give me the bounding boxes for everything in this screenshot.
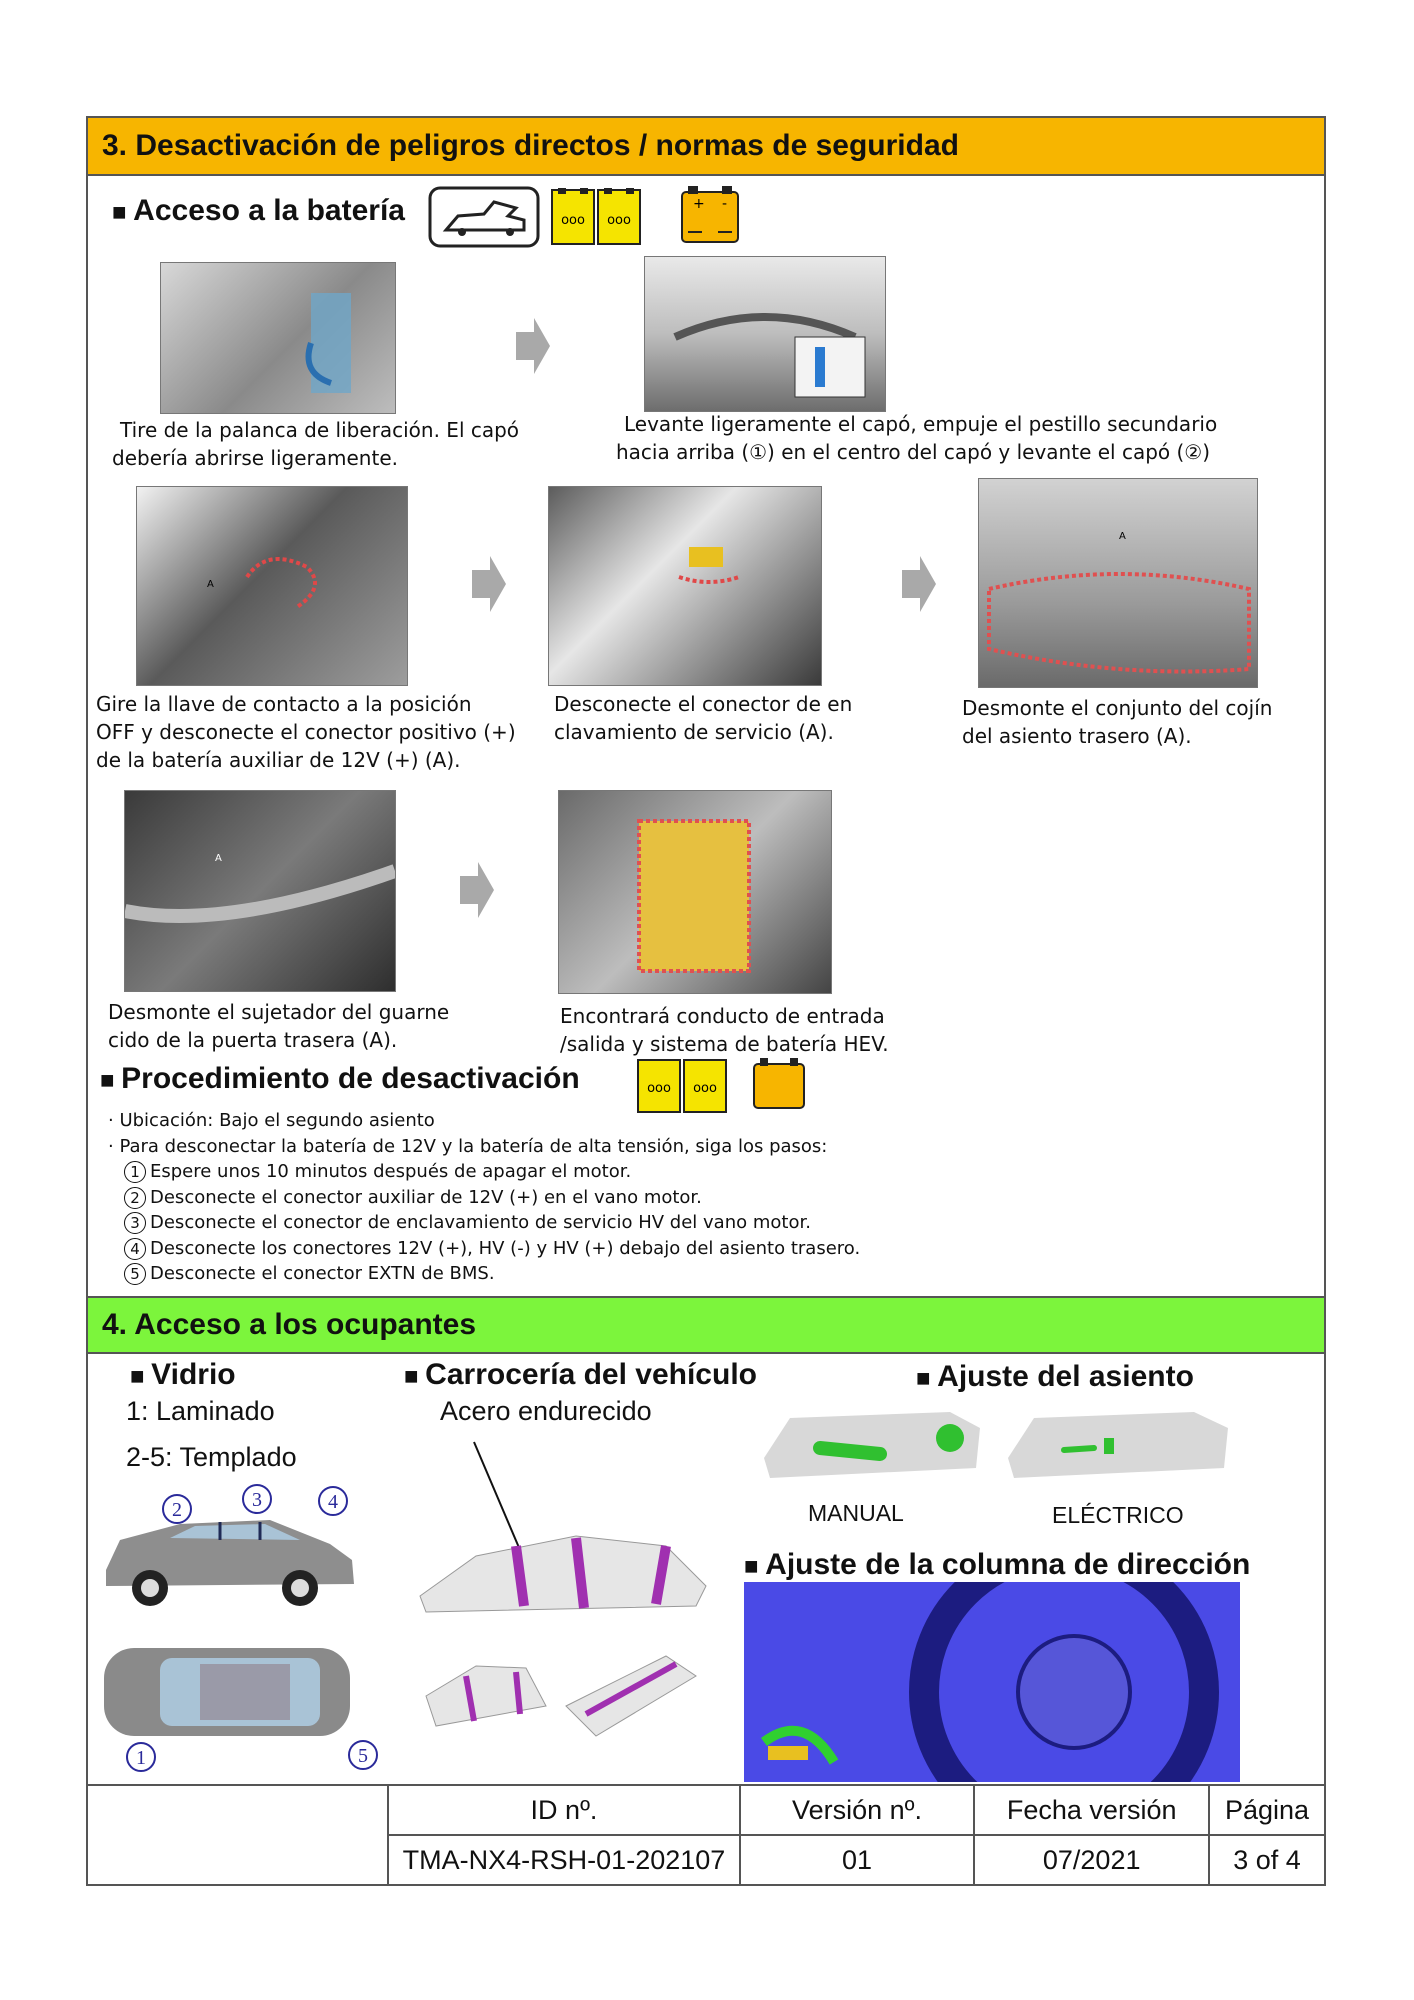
glass-marker: 2 [162, 1494, 192, 1524]
footer-header-date: Fecha versión [974, 1785, 1209, 1835]
hood-latch-photo [644, 256, 886, 412]
rear-seat-cushion-photo [978, 478, 1258, 688]
footer-header-page: Página [1209, 1785, 1325, 1835]
glass-marker: 5 [348, 1740, 378, 1770]
section-4-header [86, 1296, 1326, 1354]
battery-access-heading: ■ Acceso a la batería [112, 194, 405, 228]
arrow-right-icon [460, 862, 494, 918]
seat-adjust-heading: ■ Ajuste del asiento [916, 1360, 1194, 1394]
caption-hev-battery: Encontrará conducto de entrada /salida y sistema de batería HEV. [560, 1004, 889, 1056]
svg-text:ooo: ooo [693, 1081, 717, 1096]
procedure-step: 1 Espere unos 10 minutos después de apagar el motor. [108, 1159, 860, 1185]
footer-header-id: ID nº. [388, 1785, 739, 1835]
procedure-step: 2 Desconecte el conector auxiliar de 12V (+) en el vano motor. [108, 1185, 860, 1211]
hv-battery-icon [550, 186, 642, 246]
car-side-illustration [100, 1500, 360, 1610]
12v-connector-photo [136, 486, 408, 686]
steering-column-illustration [744, 1582, 1240, 1782]
footer-empty-cell [87, 1785, 388, 1885]
procedure-heading: ■ Procedimiento de desactivación [100, 1062, 580, 1096]
glass-heading: ■ Vidrio [130, 1358, 236, 1392]
document-footer-table [86, 1784, 1326, 1886]
procedure-step: 4 Desconecte los conectores 12V (+), HV (-) y HV (+) debajo del asiento trasero. [108, 1236, 860, 1262]
glass-tempered-label: 2-5: Templado [126, 1442, 297, 1472]
hardened-steel-label: Acero endurecido [440, 1396, 652, 1426]
12v-battery-icon [750, 1056, 808, 1112]
svg-text:ooo: ooo [561, 213, 585, 228]
svg-text:+: + [693, 196, 705, 212]
electric-seat-illustration [1004, 1398, 1232, 1498]
caption-hood-release: Tire de la palanca de liberación. El capó debería abrirse ligeramente. [112, 418, 520, 470]
caption-door-trim: Desmonte el sujetador del guarne cido de la puerta trasera (A). [108, 1000, 450, 1052]
caption-hood-lift: Levante ligeramente el capó, empuje el pestillo secundario hacia arriba (①) en el centro del capó y levante el capó (②) [616, 412, 1218, 464]
hood-release-lever-photo [160, 262, 396, 414]
procedure-step: 5 Desconecte el conector EXTN de BMS. [108, 1261, 860, 1287]
svg-text:A: A [1119, 531, 1126, 542]
manual-seat-illustration [760, 1398, 986, 1498]
12v-battery-icon [678, 184, 742, 246]
procedure-list [108, 1108, 860, 1287]
hood-open-icon [428, 186, 540, 248]
body-structure-illustration [416, 1436, 716, 1756]
bullet-location: · Ubicación: Bajo el segundo asiento [108, 1110, 435, 1131]
seat-electric-label: ELÉCTRICO [1052, 1502, 1184, 1528]
hv-battery-icon [636, 1056, 728, 1114]
service-interlock-photo [548, 486, 822, 686]
section-4-title: 4. Acceso a los ocupantes [102, 1308, 477, 1341]
footer-version-value: 01 [740, 1835, 975, 1885]
svg-text:ooo: ooo [607, 213, 631, 228]
section-3-title: 3. Desactivación de peligros directos / normas de seguridad [102, 129, 959, 162]
caption-12v-connector: Gire la llave de contacto a la posición OFF y desconecte el conector positivo (+) de la batería auxiliar de 12V (+) (A). [96, 692, 516, 772]
bullet-steps-intro: · Para desconectar la batería de 12V y la batería de alta tensión, siga los pasos: [108, 1135, 828, 1157]
svg-text:ooo: ooo [647, 1081, 671, 1096]
caption-rear-seat: Desmonte el conjunto del cojín del asiento trasero (A). [962, 696, 1273, 748]
arrow-right-icon [516, 318, 550, 374]
hev-battery-photo [558, 790, 832, 994]
glass-marker: 1 [126, 1742, 156, 1772]
footer-id-value: TMA-NX4-RSH-01-202107 [388, 1835, 739, 1885]
section-3-header [86, 116, 1326, 176]
arrow-right-icon [902, 556, 936, 612]
caption-service-interlock: Desconecte el conector de en clavamiento de servicio (A). [554, 692, 853, 744]
glass-marker: 3 [242, 1484, 272, 1514]
body-heading: ■ Carrocería del vehículo [404, 1358, 757, 1392]
rear-door-trim-photo [124, 790, 396, 992]
car-top-illustration [100, 1638, 356, 1744]
arrow-right-icon [472, 556, 506, 612]
seat-manual-label: MANUAL [808, 1500, 904, 1526]
footer-header-version: Versión nº. [740, 1785, 975, 1835]
svg-text:A: A [207, 579, 214, 590]
svg-text:A: A [215, 853, 222, 864]
glass-marker: 4 [318, 1486, 348, 1516]
svg-text:-: - [722, 196, 728, 212]
procedure-step: 3 Desconecte el conector de enclavamiento de servicio HV del vano motor. [108, 1210, 860, 1236]
footer-page-value: 3 of 4 [1209, 1835, 1325, 1885]
glass-laminated-label: 1: Laminado [126, 1396, 275, 1426]
footer-date-value: 07/2021 [974, 1835, 1209, 1885]
steering-column-heading: ■ Ajuste de la columna de dirección [744, 1548, 1250, 1582]
